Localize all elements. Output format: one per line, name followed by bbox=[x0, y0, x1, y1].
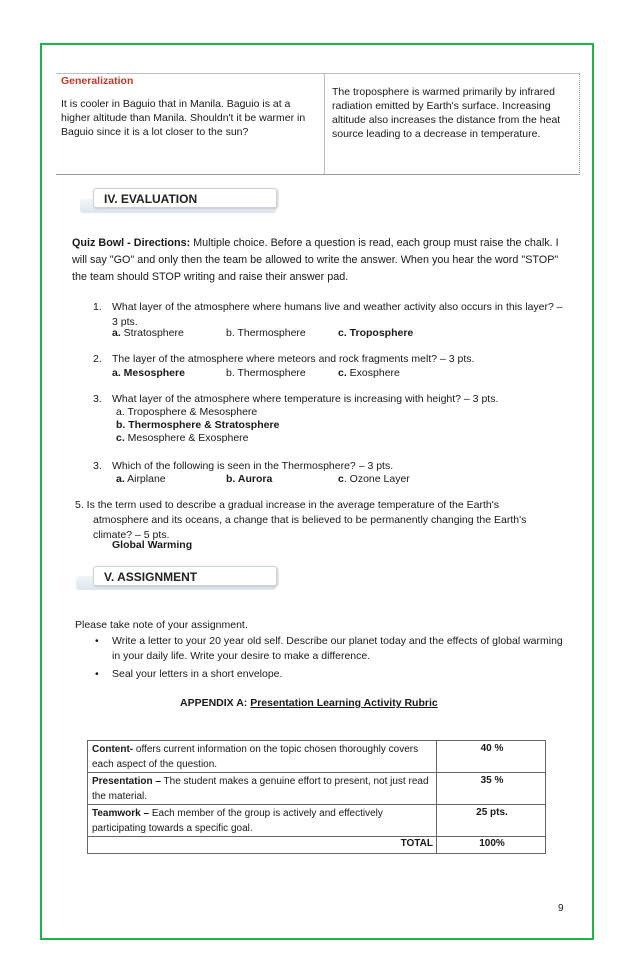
question-4-number: 3. bbox=[93, 460, 102, 472]
question-3-option-a: a. Troposphere & Mesosphere bbox=[116, 406, 258, 418]
generalization-answer: The troposphere is warmed primarily by infrared radiation emitted by Earth's surface. Increasing altitude also increases the distance from the heat source leading to a decrease in temperature. bbox=[332, 86, 561, 140]
question-4-option-a: a. Airplane bbox=[116, 473, 166, 485]
quiz-directions bbox=[72, 235, 572, 286]
rubric-row bbox=[88, 805, 545, 837]
question-4-option-c: c. Ozone Layer bbox=[338, 473, 410, 485]
rubric-row bbox=[88, 773, 545, 805]
question-2-text: The layer of the atmosphere where meteors and rock fragments melt? – 3 pts. bbox=[112, 353, 475, 365]
question-2-option-a: a. Mesosphere bbox=[112, 367, 185, 379]
generalization-question: It is cooler in Baguio that in Manila. Baguio is at a higher altitude than Manila. Shouldn't it be warmer in Baguio since it is a lot closer to the sun? bbox=[61, 98, 306, 138]
rubric-table bbox=[87, 740, 546, 854]
question-5-text: 5. Is the term used to describe a gradual increase in the average temperature of the Earth's atmosphere and its oceans, a change that is believed to be permanently changing the Earth's climate? – 5 pts. bbox=[75, 499, 527, 541]
rubric-row-value: 25 pts. bbox=[476, 807, 508, 818]
page-number: 9 bbox=[558, 903, 564, 914]
question-1-option-a: a. Stratosphere bbox=[112, 327, 184, 339]
assignment-bullet-1: Write a letter to your 20 year old self. Describe our planet today and the effects of global warming in your daily life. Write your desire to make a difference. bbox=[112, 635, 563, 662]
question-3-option-b: b. Thermosphere & Stratosphere bbox=[116, 419, 280, 431]
question-2-option-b: b. Thermosphere bbox=[226, 367, 306, 379]
appendix-title: Presentation Learning Activity Rubric bbox=[250, 697, 438, 709]
question-3-text: What layer of the atmosphere where temperature is increasing with height? – 3 pts. bbox=[112, 393, 499, 405]
question-2-option-c: c. Exosphere bbox=[338, 367, 400, 379]
rubric-row-label: Content- bbox=[92, 744, 134, 755]
directions-label: Quiz Bowl - Directions: bbox=[72, 237, 191, 249]
rubric-total-value: 100% bbox=[479, 838, 505, 849]
appendix-heading: APPENDIX A: Presentation Learning Activity Rubric bbox=[180, 697, 438, 709]
directions-text: Multiple choice. Before a question is read, each group must raise the chalk. I will say "GO" and only then the team be allowed to write the answer. When you hear the word "STOP" the team should STOP writing and raise their answer pad. bbox=[72, 237, 559, 283]
assignment-intro: Please take note of your assignment. bbox=[75, 619, 248, 631]
evaluation-title: IV. EVALUATION bbox=[93, 188, 277, 208]
question-3-number: 3. bbox=[93, 393, 102, 405]
question-1-option-b: b. Thermosphere bbox=[226, 327, 306, 339]
bullet-2-marker: • bbox=[95, 668, 99, 680]
question-1-text: What layer of the atmosphere where humans live and weather activity also occurs in this layer? – 3 pts. bbox=[112, 301, 563, 328]
rubric-row-label: Presentation – bbox=[92, 776, 161, 787]
question-1-number: 1. bbox=[93, 301, 102, 313]
rubric-row bbox=[88, 741, 545, 773]
bullet-1-marker: • bbox=[95, 635, 99, 647]
rubric-total-row bbox=[88, 837, 545, 854]
question-5-answer: Global Warming bbox=[112, 539, 193, 551]
rubric-total-label: TOTAL bbox=[400, 838, 433, 849]
rubric-row-value: 35 % bbox=[480, 775, 504, 786]
rubric-row-text: offers current information on the topic chosen thoroughly covers each aspect of the question. bbox=[92, 744, 419, 770]
generalization-heading: Generalization bbox=[61, 75, 134, 87]
assignment-bullet-2: Seal your letters in a short envelope. bbox=[112, 668, 283, 680]
rubric-row-label: Teamwork – bbox=[92, 808, 150, 819]
question-2-number: 2. bbox=[93, 353, 102, 365]
question-1-option-c: c. Troposphere bbox=[338, 327, 414, 339]
rubric-row-value: 40 % bbox=[480, 743, 504, 754]
question-4-text: Which of the following is seen in the Thermosphere? – 3 pts. bbox=[112, 460, 394, 472]
rubric-row-text: The student makes a genuine effort to present, not just read the material. bbox=[92, 776, 429, 802]
question-4-option-b: b. Aurora bbox=[226, 473, 273, 485]
rubric-row-text: Each member of the group is actively and effectively participating towards a specific goal. bbox=[92, 808, 383, 834]
assignment-title: V. ASSIGNMENT bbox=[93, 566, 277, 586]
question-3-option-c: c. Mesosphere & Exosphere bbox=[116, 432, 249, 444]
